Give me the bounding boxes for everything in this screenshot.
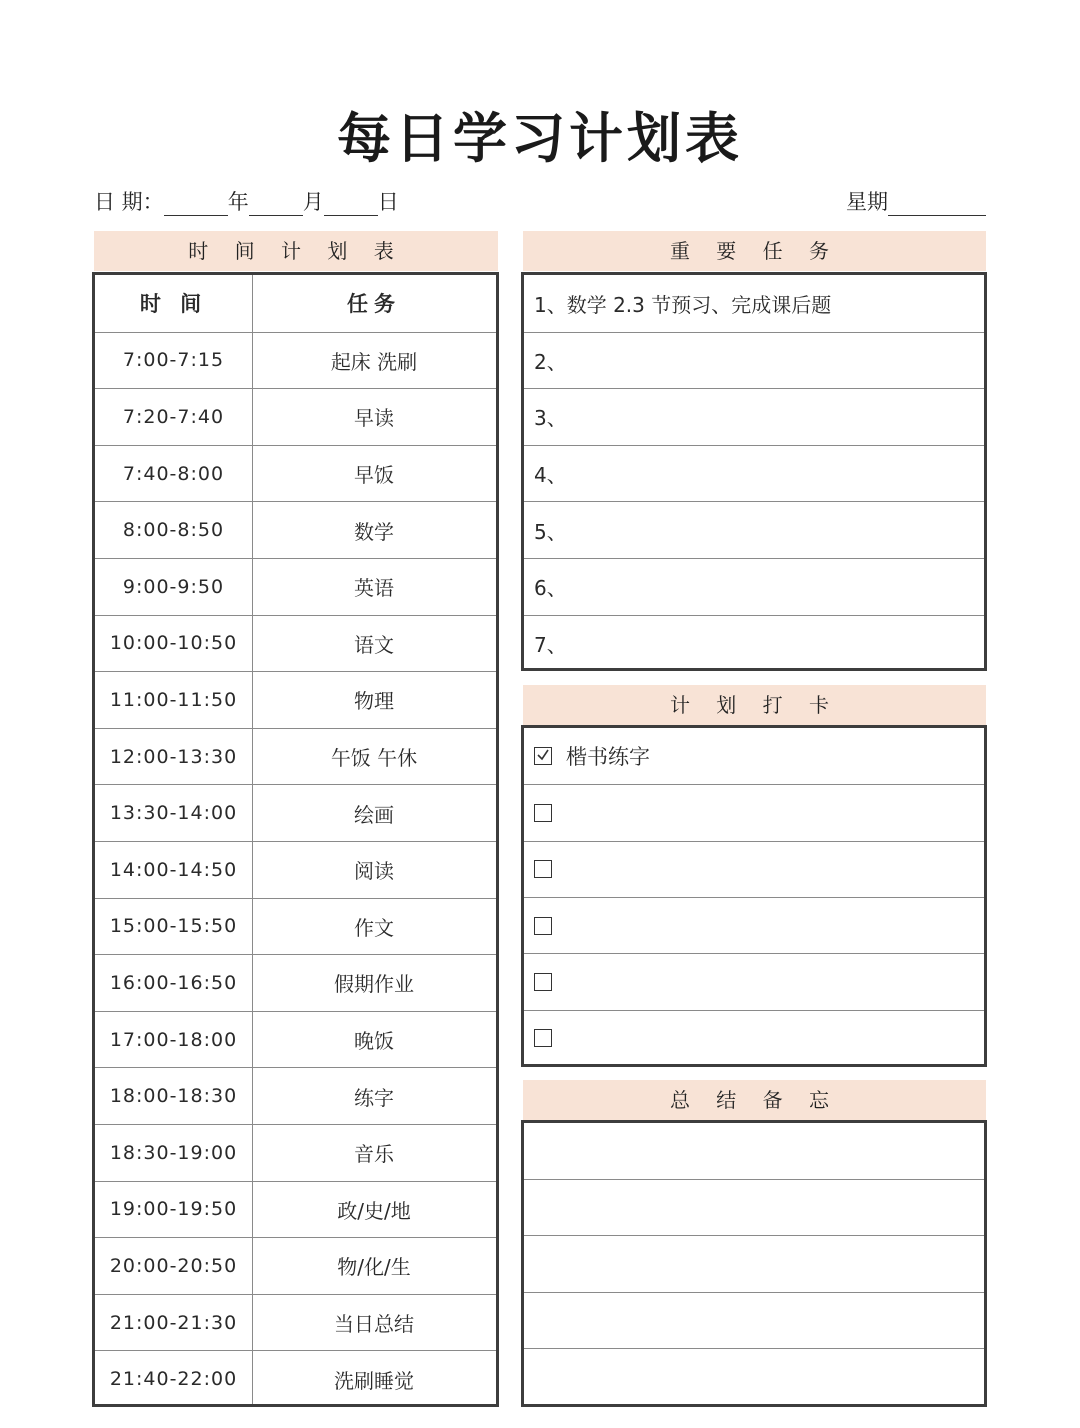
list-item[interactable] <box>524 615 984 672</box>
summary-line[interactable] <box>524 1123 984 1179</box>
table-row <box>95 1181 496 1238</box>
time-cell: 10:00-10:50 <box>109 632 238 655</box>
task-cell: 政/史/地 <box>337 1198 411 1223</box>
summary-notes <box>521 1120 987 1407</box>
summary-line[interactable] <box>524 1348 984 1404</box>
table-row <box>95 898 496 955</box>
table-row <box>95 1124 496 1181</box>
table-row <box>95 1011 496 1068</box>
page-title: 每日学习计划表 <box>337 107 743 170</box>
month-label: 月 <box>302 190 324 214</box>
checkin-item <box>534 898 566 953</box>
time-cell: 7:40-8:00 <box>122 462 225 485</box>
summary-line-text <box>534 1123 984 1179</box>
task-cell: 作文 <box>354 915 394 940</box>
summary-line[interactable] <box>524 1179 984 1235</box>
table-row <box>95 388 496 445</box>
date-field <box>94 186 399 216</box>
checkin-item <box>534 1011 566 1066</box>
table-row <box>95 1067 496 1124</box>
time-cell: 9:00-9:50 <box>122 575 225 598</box>
task-cell: 绘画 <box>354 802 394 827</box>
checkin-item <box>534 842 566 897</box>
schedule-section-title: 时 间 计 划 表 <box>94 231 498 271</box>
checkbox-icon[interactable] <box>534 1029 552 1047</box>
important-tasks-list <box>521 272 987 671</box>
month-blank[interactable] <box>249 194 303 216</box>
time-cell: 18:30-19:00 <box>109 1141 238 1164</box>
task-cell: 午饭 午休 <box>330 746 418 771</box>
list-item[interactable] <box>524 275 984 332</box>
time-cell: 19:00-19:50 <box>109 1198 238 1221</box>
table-row <box>95 558 496 615</box>
summary-line[interactable] <box>524 1292 984 1348</box>
checkin-row <box>524 897 984 953</box>
summary-line-text <box>534 1349 984 1404</box>
important-tasks-section-title: 重 要 任 务 <box>523 231 986 271</box>
important-task-text: 7、 <box>534 632 567 657</box>
table-row <box>95 1294 496 1351</box>
time-cell: 14:00-14:50 <box>109 858 238 881</box>
table-row <box>95 954 496 1011</box>
task-cell: 音乐 <box>354 1142 394 1167</box>
schedule-table <box>92 272 499 1407</box>
year-label: 年 <box>227 190 249 214</box>
important-task-text: 4、 <box>534 463 567 488</box>
summary-line-text <box>534 1180 984 1235</box>
list-item[interactable] <box>524 388 984 445</box>
year-blank[interactable] <box>164 194 228 216</box>
list-item[interactable] <box>524 501 984 558</box>
important-task-text: 6、 <box>534 576 567 601</box>
table-row <box>95 1237 496 1294</box>
time-cell: 18:00-18:30 <box>109 1085 238 1108</box>
task-cell: 英语 <box>354 576 394 601</box>
time-cell: 7:00-7:15 <box>122 349 225 372</box>
checkbox-icon[interactable] <box>534 917 552 935</box>
date-label: 日 期： <box>94 190 164 214</box>
summary-line-text <box>534 1236 984 1291</box>
checkin-item <box>534 954 566 1009</box>
time-cell: 21:00-21:30 <box>109 1311 238 1334</box>
checkin-item <box>534 785 566 840</box>
important-task-text: 1、数学 2.3 节预习、完成课后题 <box>534 292 832 317</box>
table-row <box>95 445 496 502</box>
summary-line-text <box>534 1293 984 1348</box>
checkbox-icon[interactable] <box>534 860 552 878</box>
time-cell: 7:20-7:40 <box>122 405 225 428</box>
time-cell: 16:00-16:50 <box>109 971 238 994</box>
list-item[interactable] <box>524 445 984 502</box>
table-row <box>95 784 496 841</box>
time-cell: 13:30-14:00 <box>109 802 238 825</box>
time-cell: 17:00-18:00 <box>109 1028 238 1051</box>
table-row <box>95 1350 496 1407</box>
task-cell: 晚饭 <box>354 1029 394 1054</box>
schedule-header-row <box>95 275 496 332</box>
checkin-row <box>524 728 984 784</box>
time-cell: 8:00-8:50 <box>122 519 225 542</box>
task-cell: 当日总结 <box>334 1312 414 1337</box>
table-row <box>95 332 496 389</box>
task-cell: 早饭 <box>354 463 394 488</box>
checkbox-icon[interactable] <box>534 804 552 822</box>
task-cell: 练字 <box>354 1085 394 1110</box>
weekday-blank[interactable] <box>888 194 986 216</box>
task-cell: 假期作业 <box>334 972 414 997</box>
summary-line[interactable] <box>524 1235 984 1291</box>
time-column-header: 时 间 <box>139 292 208 317</box>
checkin-row <box>524 784 984 840</box>
checked-checkbox-icon[interactable] <box>534 747 552 765</box>
time-cell: 21:40-22:00 <box>109 1368 238 1391</box>
list-item[interactable] <box>524 332 984 389</box>
task-cell: 洗刷睡觉 <box>334 1368 414 1393</box>
checkin-list <box>521 725 987 1067</box>
task-cell: 物/化/生 <box>337 1255 411 1280</box>
task-cell: 物理 <box>354 689 394 714</box>
checkbox-icon[interactable] <box>534 973 552 991</box>
time-cell: 11:00-11:50 <box>109 688 238 711</box>
time-cell: 12:00-13:30 <box>109 745 238 768</box>
table-row <box>95 671 496 728</box>
table-row <box>95 841 496 898</box>
time-cell: 15:00-15:50 <box>109 915 238 938</box>
task-cell: 起床 洗刷 <box>330 349 418 374</box>
day-blank[interactable] <box>324 194 378 216</box>
task-column-header: 任务 <box>347 292 401 317</box>
day-label: 日 <box>377 190 399 214</box>
weekday-label: 星期 <box>846 190 888 214</box>
checkin-row <box>524 1010 984 1066</box>
important-task-text: 2、 <box>534 349 567 374</box>
weekday-field <box>846 186 986 216</box>
task-cell: 早读 <box>354 406 394 431</box>
table-row <box>95 501 496 558</box>
checkin-item <box>534 728 650 784</box>
table-row <box>95 728 496 785</box>
checkin-section-title: 计 划 打 卡 <box>523 685 986 725</box>
time-cell: 20:00-20:50 <box>109 1254 238 1277</box>
task-cell: 数学 <box>354 519 394 544</box>
important-task-text: 5、 <box>534 519 567 544</box>
checkin-row <box>524 841 984 897</box>
list-item[interactable] <box>524 558 984 615</box>
table-row <box>95 615 496 672</box>
checkin-label: 楷书练字 <box>566 745 650 770</box>
task-cell: 语文 <box>354 632 394 657</box>
checkin-row <box>524 953 984 1009</box>
important-task-text: 3、 <box>534 406 567 431</box>
summary-section-title: 总 结 备 忘 <box>523 1080 986 1120</box>
task-cell: 阅读 <box>354 859 394 884</box>
